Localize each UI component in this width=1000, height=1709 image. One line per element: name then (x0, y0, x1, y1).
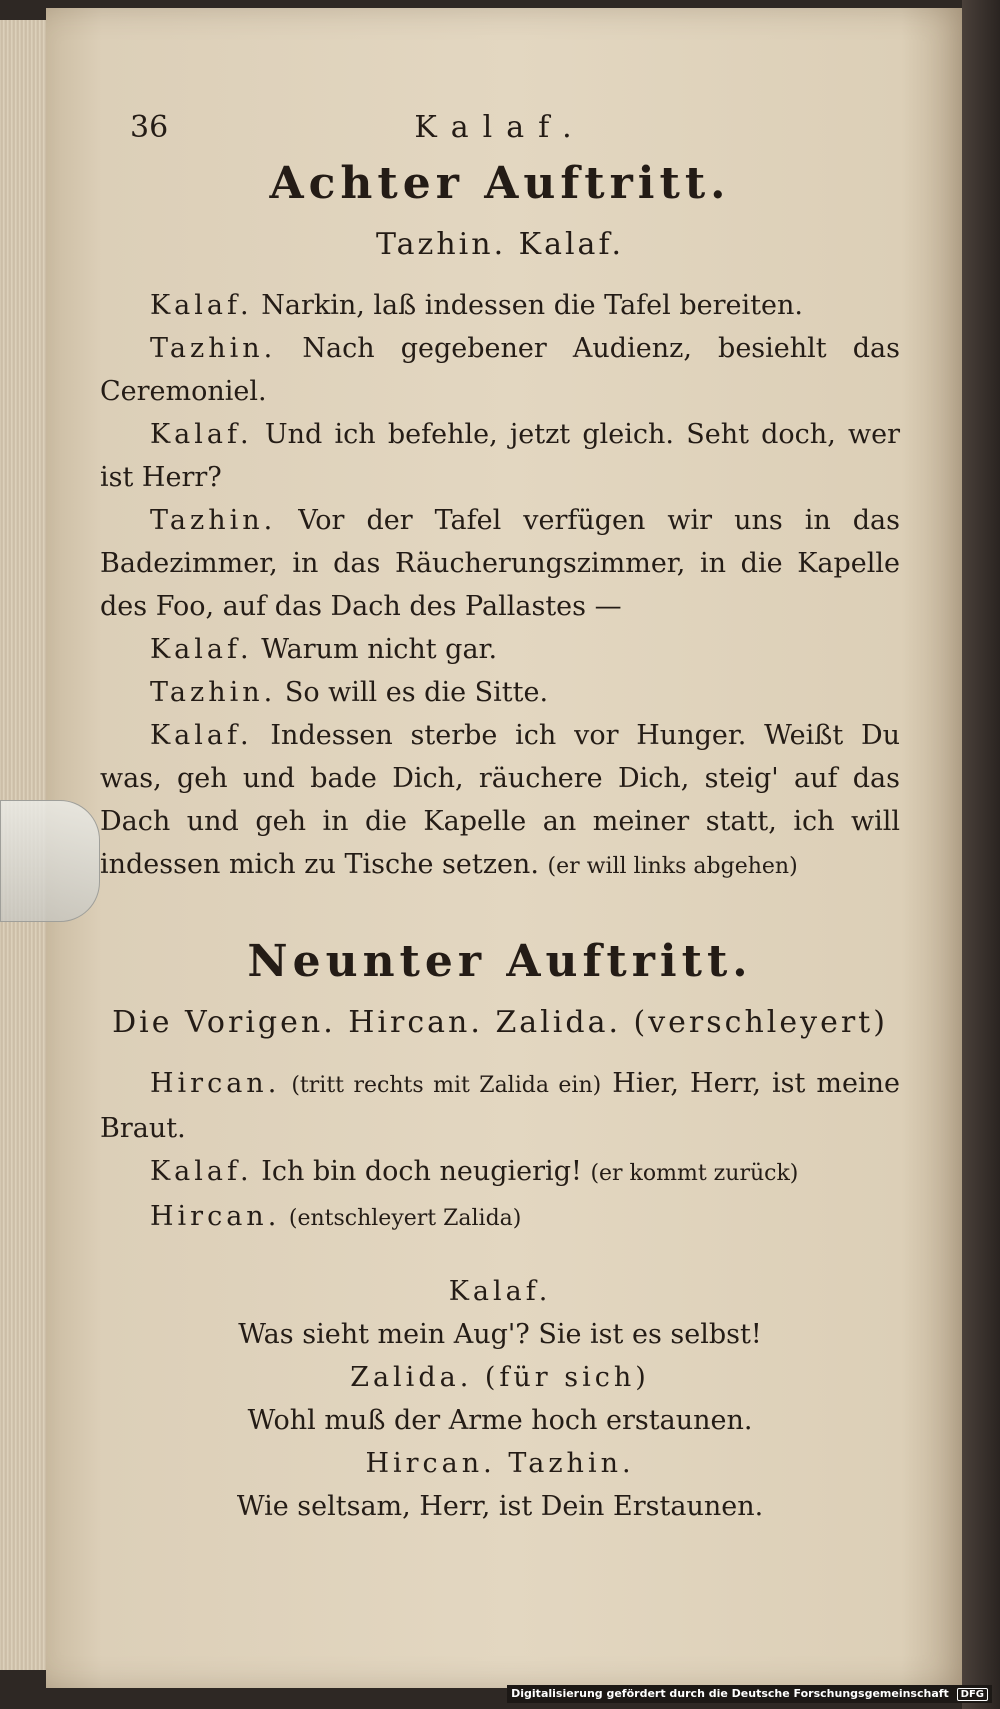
speaker-name: Tazhin. (150, 333, 277, 364)
scene-title: Neunter Auftritt. (247, 936, 753, 987)
speech-line (100, 1195, 900, 1240)
speech-line (100, 671, 900, 714)
speaker-name: Kalaf. (150, 1156, 253, 1187)
page-text (100, 100, 900, 1528)
credit-text: Digitalisierung gefördert durch die Deutsche Forschungsgemeinschaft (511, 1687, 949, 1700)
speaker-name: Tazhin. (150, 505, 277, 536)
stage-direction: (er kommt zurück) (590, 1161, 799, 1186)
page-header (100, 100, 900, 150)
speech-text: So will es die Sitte. (284, 677, 549, 708)
speech-line (100, 714, 900, 888)
verse-line: Was sieht mein Aug'? Sie ist es selbst! (238, 1319, 762, 1350)
scene-persons: Die Vorigen. Hircan. Zalida. (verschleyert) (112, 1005, 888, 1040)
page-clip (0, 800, 100, 922)
speech-text: Nach gegebener Audienz, besiehlt das Ceremoniel. (100, 333, 900, 407)
stage-direction: (er will links abgehen) (547, 854, 798, 879)
speech-line (100, 499, 900, 628)
scene-title: Achter Auftritt. (269, 158, 731, 209)
speech-text: Ich bin doch neugierig! (261, 1156, 582, 1187)
speech-line (100, 1150, 900, 1195)
speech-text: Und ich befehle, jetzt gleich. Seht doch, wer ist Herr? (100, 419, 900, 493)
digitization-credit (507, 1685, 992, 1703)
speech-line (100, 327, 900, 413)
verse-speaker: Zalida. (für sich) (350, 1362, 650, 1393)
page-number: 36 (130, 110, 169, 145)
scene-persons: Tazhin. Kalaf. (375, 227, 625, 262)
verse-speaker: Hircan. Tazhin. (365, 1448, 635, 1479)
speech-text: Narkin, laß indessen die Tafel bereiten. (261, 290, 803, 321)
verse-line: Wie seltsam, Herr, ist Dein Erstaunen. (236, 1491, 764, 1522)
speaker-name: Tazhin. (150, 677, 277, 708)
speech-line (100, 628, 900, 671)
running-head: Kalaf. (414, 110, 586, 145)
speech-text: Indessen sterbe ich vor Hunger. Weißt Du was, geh und bade Dich, räuchere Dich, steig' auf das Dach und geh in die Kapelle an meiner statt, ich will indessen mich zu Tische setzen. (100, 720, 900, 880)
stage-direction: (tritt rechts mit Zalida ein) (291, 1073, 602, 1098)
speaker-name: Kalaf. (150, 720, 253, 751)
book-spine (962, 0, 1000, 1709)
dfg-logo: DFG (957, 1688, 988, 1701)
speech-text: Hier, Herr, ist meine Braut. (100, 1068, 901, 1144)
speech-line (100, 284, 900, 327)
speaker-name: Kalaf. (150, 290, 253, 321)
stage-direction: (entschleyert Zalida) (288, 1206, 522, 1231)
verse-line: Wohl muß der Arme hoch erstaunen. (247, 1405, 753, 1436)
speaker-name: Hircan. (150, 1068, 281, 1099)
speaker-name: Hircan. (150, 1201, 281, 1232)
speaker-name: Kalaf. (150, 634, 253, 665)
speech-line (100, 413, 900, 499)
speech-line (100, 1062, 900, 1150)
speaker-name: Kalaf. (150, 419, 253, 450)
speech-text: Warum nicht gar. (261, 634, 498, 665)
verse-speaker: Kalaf. (448, 1276, 552, 1307)
speech-text: Vor der Tafel verfügen wir uns in das Badezimmer, in das Räucherungszimmer, in die Kapelle des Foo, auf das Dach des Pallastes — (100, 505, 900, 622)
